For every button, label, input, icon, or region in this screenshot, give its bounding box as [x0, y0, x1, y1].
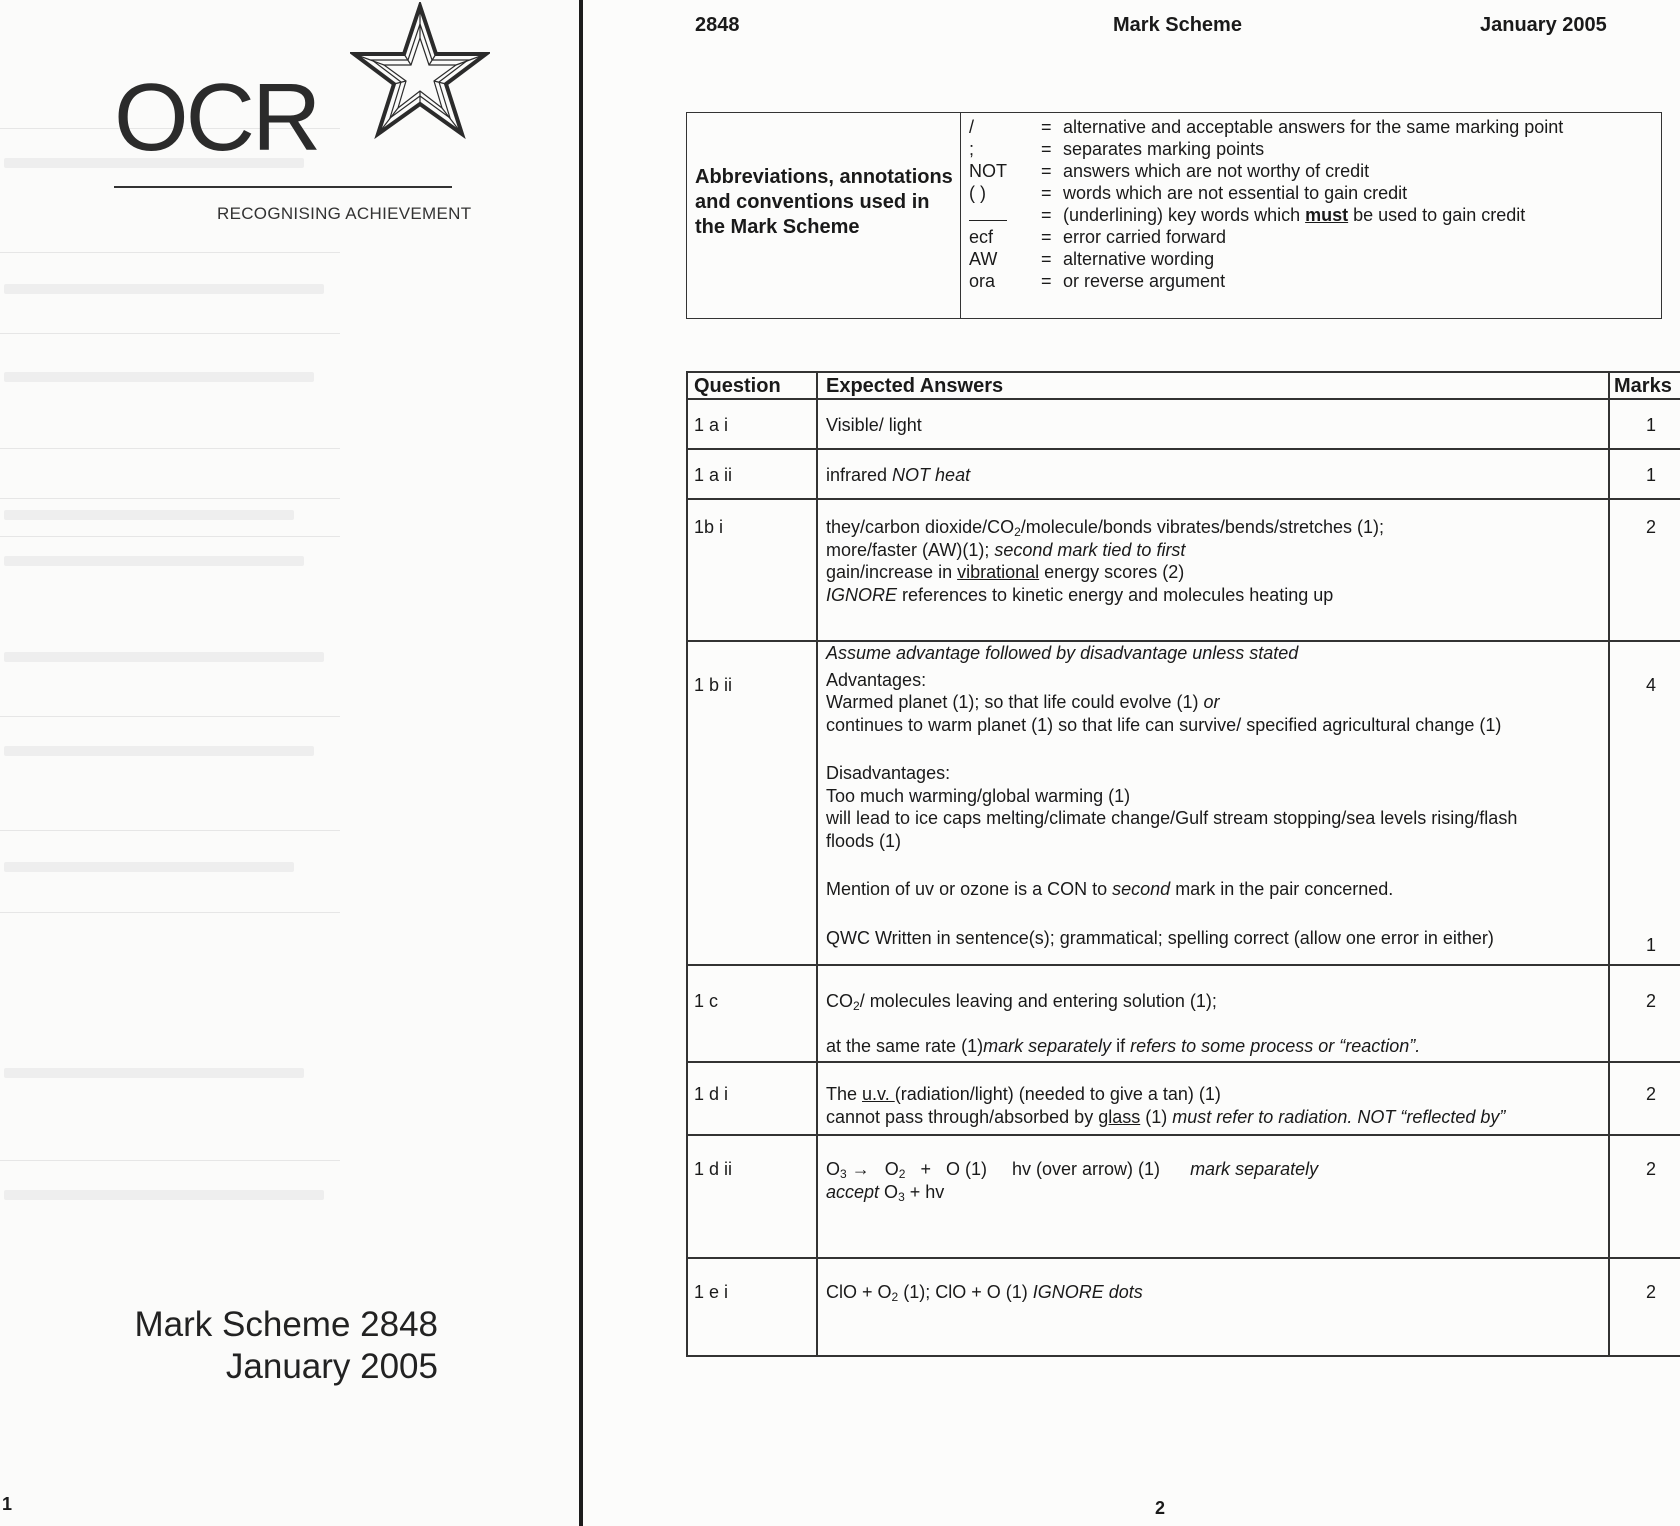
marks-value: 4: [1646, 675, 1657, 695]
expected-answer: infrared NOT heat: [826, 465, 971, 485]
show-through-text: [4, 652, 324, 662]
marks-value: 2: [1646, 1282, 1657, 1302]
show-through-line: [0, 716, 340, 717]
expected-answer: ClO + $O_2$ (1); ClO + O (1) IGNORE dots: [826, 1282, 1143, 1304]
question-number: 1 d i: [694, 1084, 729, 1104]
expected-answer: they/carbon dioxide/$CO_2/molecule$/bonds vibrates/bends/stretches (1); more/faster (AW)(1); second mark tied to first gain/increase in vibrational energy scores (2) IGNORE references to kinetic energy and molecules heating up: [826, 517, 1384, 605]
mark-scheme-page: [583, 0, 1680, 1526]
cover-title-line2: January 2005: [225, 1347, 438, 1386]
question-number: 1 e i: [694, 1282, 729, 1302]
abbreviation-symbol: ora: [969, 271, 996, 291]
show-through-text: [4, 556, 304, 566]
column-header-marks: Marks: [1614, 375, 1672, 397]
abbreviations-heading: Abbreviations, annotations and conventions used in the Mark Scheme: [695, 166, 953, 238]
mark-scheme-table: [686, 371, 1680, 1357]
show-through-text: [4, 862, 294, 872]
logo-tagline: RECOGNISING ACHIEVEMENT: [217, 204, 472, 223]
abbreviations-heading-cell: [687, 113, 961, 318]
page-number-left: 1: [2, 1494, 13, 1514]
show-through-text: [4, 1190, 324, 1200]
show-through-line: [0, 1160, 340, 1161]
table-row: [686, 640, 1680, 964]
underline-symbol: [969, 204, 1029, 226]
cover-title-line1: Mark Scheme 2848: [134, 1305, 438, 1344]
table-row: [686, 1134, 1680, 1257]
table-border: [686, 1355, 1680, 1357]
abbreviation-definition: or reverse argument: [1063, 271, 1226, 291]
show-through-line: [0, 498, 340, 499]
show-through-text: [4, 284, 324, 294]
marks-value: 2: [1646, 991, 1657, 1011]
show-through-text: [4, 1068, 304, 1078]
abbreviation-definition: alternative and acceptable answers for the same marking point: [1063, 117, 1564, 137]
equals-sign: =: [1041, 161, 1052, 181]
question-number: 1 a ii: [694, 465, 733, 485]
logo-rule: [114, 186, 452, 188]
abbreviation-symbol: ecf: [969, 227, 994, 247]
ocr-logo: [110, 0, 490, 230]
show-through-line: [0, 536, 340, 537]
page-number-right: 2: [1155, 1498, 1166, 1518]
expected-answer: The u.v. (radiation/light) (needed to give a tan) (1) cannot pass through/absorbed by glass (1) must refer to radiation. NOT “reflected by”: [826, 1084, 1506, 1127]
equals-sign: =: [1041, 271, 1052, 291]
question-number: 1 a i: [694, 415, 729, 435]
marks-value: 1: [1646, 465, 1657, 485]
table-row: [686, 964, 1680, 1061]
marks-value: 1: [1646, 415, 1657, 435]
table-row: [686, 398, 1680, 448]
abbreviation-symbol: ;: [969, 139, 975, 159]
expected-answer: $CO_2/$ molecules leaving and entering solution (1); at the same rate (1)mark separately if refers to some process or “reaction”.: [826, 991, 1421, 1056]
equals-sign: =: [1041, 139, 1052, 159]
expected-answer: $O_3 \to O_2 + O$ (1) hv (over arrow) (1) mark separately accept $O_3$ + hv: [826, 1159, 1319, 1204]
abbreviation-definition: answers which are not worthy of credit: [1063, 161, 1370, 181]
expected-answer: Visible/ light: [826, 415, 922, 435]
expected-answer: Assume advantage followed by disadvantage unless stated Advantages: Warmed planet (1); so that life could evolve (1) or continues to warm planet (1) so that life can survive/ specified agricultural change (1) Disadvantages: Too much warming/global warming (1) will lead to ice caps melting/climate change/Gulf stream stopping/sea levels rising/flash floods (1) Mention of uv or ozone is a CON to second mark in the pair concerned. QWC Written in sentence(s); grammatical; spelling correct (allow one error in either): [826, 643, 1518, 948]
table-row: [686, 498, 1680, 640]
question-number: 1 c: [694, 991, 719, 1011]
show-through-text: [4, 746, 314, 756]
table-row: [686, 448, 1680, 498]
cover-page: [0, 0, 578, 1526]
equals-sign: =: [1041, 249, 1052, 269]
column-header-answers: Expected Answers: [826, 375, 1004, 397]
show-through-line: [0, 333, 340, 334]
marks-value: 2: [1646, 1084, 1657, 1104]
show-through-text: [4, 510, 294, 520]
header-code: 2848: [695, 14, 740, 36]
star-icon: [350, 2, 490, 142]
column-header-question: Question: [694, 375, 781, 397]
table-row: [686, 1257, 1680, 1355]
abbreviation-definition: separates marking points: [1063, 139, 1265, 159]
question-number: 1 d ii: [694, 1159, 733, 1179]
logo-wordmark: OCR: [114, 64, 319, 171]
abbreviation-definition: words which are not essential to gain credit: [1063, 183, 1408, 203]
abbreviation-definition: error carried forward: [1063, 227, 1227, 247]
show-through-line: [0, 912, 340, 913]
cover-title: [135, 1304, 438, 1388]
table-row: [686, 1061, 1680, 1134]
abbreviation-definition: alternative wording: [1063, 249, 1215, 269]
abbreviation-symbol: /: [969, 117, 975, 137]
equals-sign: =: [1041, 183, 1052, 203]
abbreviation-symbol: AW: [969, 249, 998, 269]
show-through-text: [4, 372, 314, 382]
show-through-line: [0, 448, 340, 449]
show-through-line: [0, 830, 340, 831]
question-number: 1 b ii: [694, 675, 733, 695]
abbreviations-box: [686, 112, 1662, 319]
marks-value: 2: [1646, 517, 1657, 537]
abbreviation-symbol: ( ): [969, 183, 986, 203]
abbreviation-definition: (underlining) key words which must be used to gain credit: [1063, 205, 1526, 225]
question-number: 1b i: [694, 517, 724, 537]
equals-sign: =: [1041, 117, 1052, 137]
abbreviation-symbol: NOT: [969, 161, 1007, 181]
marks-value: 2: [1646, 1159, 1657, 1179]
header-date: January 2005: [1480, 14, 1607, 36]
header-title: Mark Scheme: [1113, 14, 1242, 36]
show-through-line: [0, 252, 340, 253]
qwc-marks-value: 1: [1646, 935, 1657, 955]
equals-sign: =: [1041, 227, 1052, 247]
equals-sign: =: [1041, 205, 1052, 225]
